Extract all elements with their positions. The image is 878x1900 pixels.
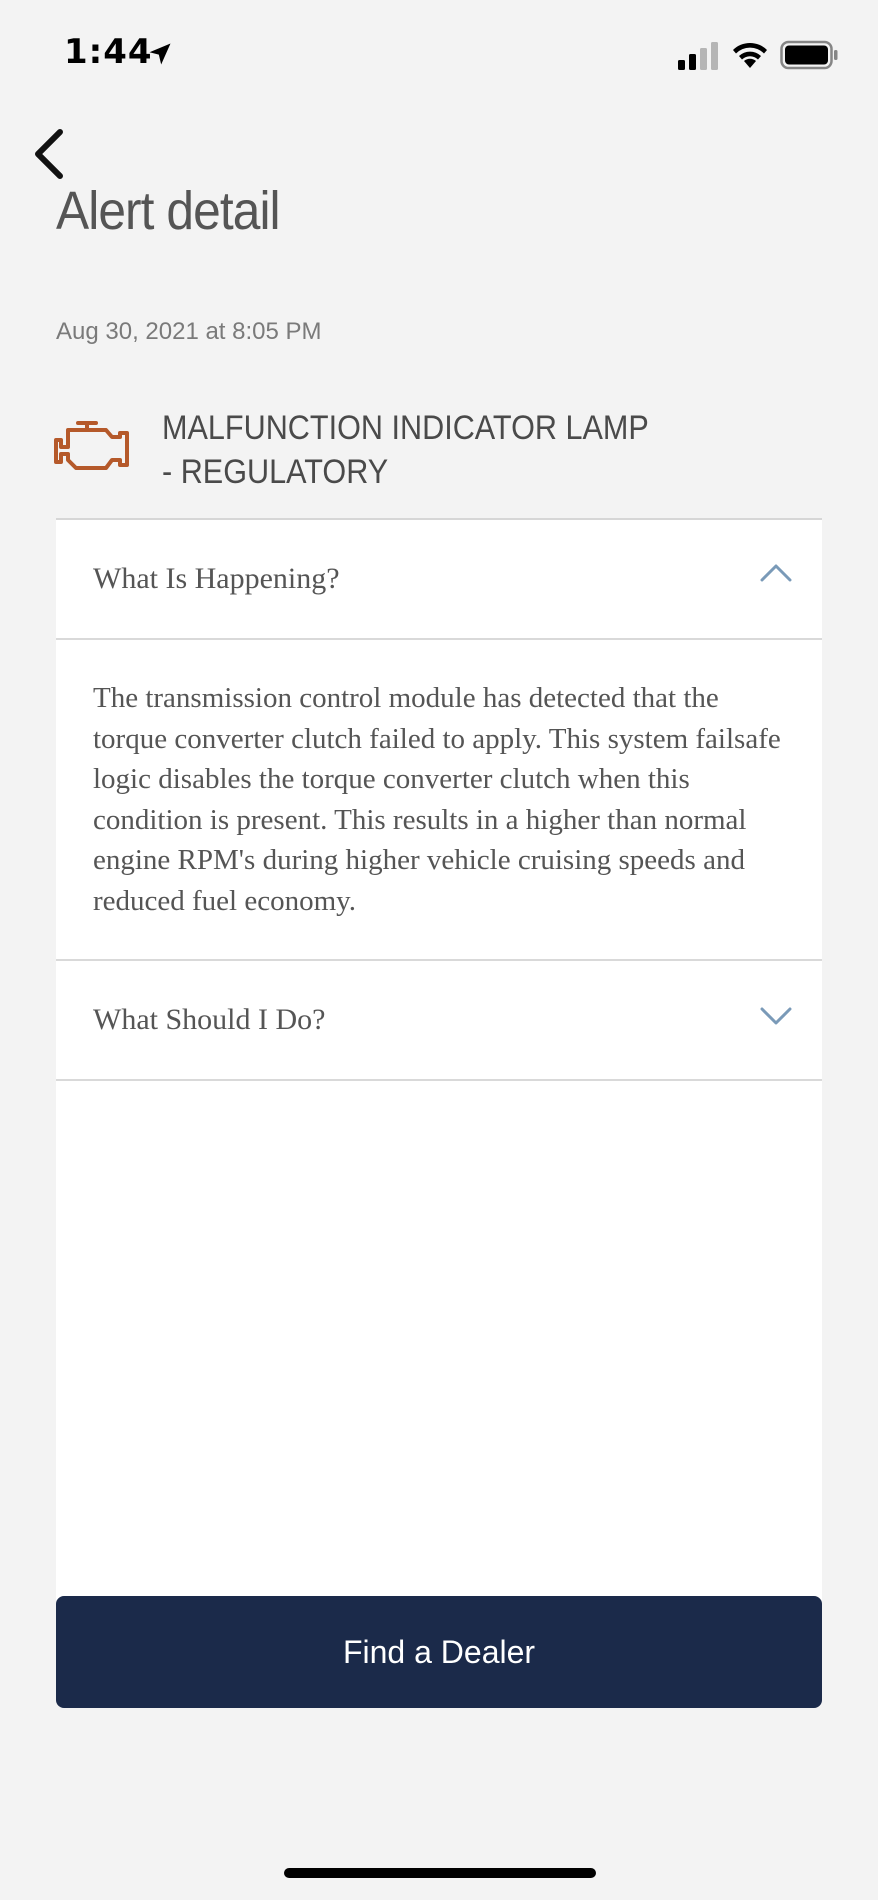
battery-icon — [780, 40, 838, 70]
alert-details-card — [56, 518, 822, 1600]
chevron-down-icon — [758, 997, 794, 1033]
alert-title-line2: - REGULATORY — [162, 453, 389, 491]
accordion-body-what-is-happening: The transmission control module has detected that the torque converter clutch failed to apply. This system failsafe logic disables the torque converter clutch when this condition is present. This results in a higher than normal engine RPM's during higher vehicle cruising speeds and reduced fuel economy. — [56, 640, 822, 961]
status-time: 1:44 — [64, 32, 153, 72]
alert-title-line1: MALFUNCTION INDICATOR LAMP — [162, 409, 649, 447]
page-title: Alert detail — [56, 181, 280, 241]
accordion-label: What Should I Do? — [93, 1003, 326, 1036]
wifi-icon — [730, 40, 770, 70]
check-engine-icon — [54, 420, 130, 474]
accordion-label: What Is Happening? — [93, 562, 340, 595]
accordion-what-is-happening[interactable] — [56, 520, 822, 640]
status-bar — [0, 0, 878, 110]
chevron-up-icon — [758, 556, 794, 592]
location-arrow-icon — [146, 40, 174, 68]
accordion-what-should-i-do[interactable] — [56, 961, 822, 1081]
back-button[interactable] — [26, 124, 74, 184]
home-indicator[interactable] — [284, 1868, 596, 1878]
find-dealer-button[interactable]: Find a Dealer — [56, 1596, 822, 1708]
alert-timestamp: Aug 30, 2021 at 8:05 PM — [56, 318, 322, 345]
chevron-left-icon — [38, 132, 60, 176]
cellular-signal-icon — [678, 42, 720, 70]
alert-title — [162, 406, 702, 494]
